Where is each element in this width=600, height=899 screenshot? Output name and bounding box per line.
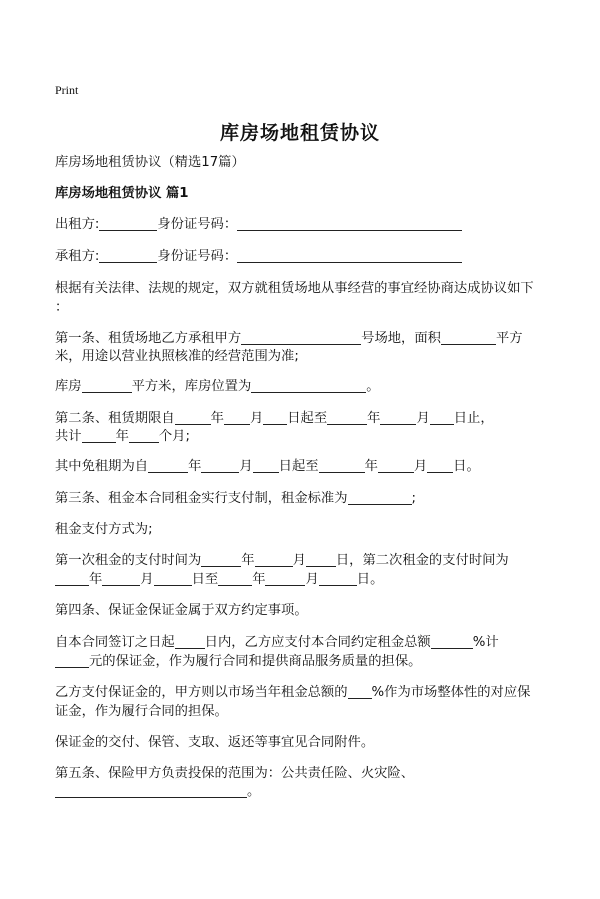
pay2-end-month-blank[interactable]	[265, 571, 305, 586]
article-2-line-2	[55, 426, 555, 448]
warehouse-line	[55, 376, 555, 398]
id-label: 身份证号码：	[157, 249, 238, 264]
art1-text-a: 第一条、租赁场地乙方承租甲方	[55, 331, 242, 346]
lessee-name-blank[interactable]	[99, 248, 157, 263]
start-month-blank[interactable]	[224, 410, 250, 425]
year-label: 年	[367, 411, 381, 426]
deposit3-line: 保证金的交付、保管、支取、返还等事宜见合同附件。	[55, 735, 375, 750]
article-3-line	[55, 488, 555, 510]
free-start-year-blank[interactable]	[148, 458, 188, 473]
warehouse-location-blank[interactable]	[251, 378, 366, 393]
warehouse-text-b: 平方米，库房位置为	[131, 379, 252, 394]
pay2-start-month-blank[interactable]	[102, 571, 140, 586]
lessee-line	[55, 246, 555, 268]
year-label: 年	[364, 459, 378, 474]
year-label: 年	[115, 429, 129, 444]
document-subtitle: 库房场地租赁协议（精选17篇）	[55, 155, 245, 170]
pay1-month-blank[interactable]	[255, 552, 293, 567]
total-label: 共计	[55, 429, 82, 444]
semicolon-mark: ;	[411, 491, 417, 506]
year-label: 年	[252, 572, 266, 587]
pay1-year-blank[interactable]	[201, 552, 241, 567]
day-from-label: 日起至	[278, 459, 319, 474]
start-day-blank[interactable]	[263, 410, 287, 425]
total-months-blank[interactable]	[129, 428, 159, 443]
free-period-line	[55, 456, 555, 478]
dep-text-c: %计	[472, 635, 499, 650]
warehouse-area-blank[interactable]	[82, 378, 132, 393]
article-5-line-2	[55, 781, 555, 803]
date-from-mark: 日至	[191, 572, 219, 587]
deposit-line-2	[55, 651, 555, 673]
section-heading: 库房场地租赁协议 篇1	[55, 186, 189, 201]
article-1-line-2: 米，用途以营业执照核准的经营范围为准;	[55, 349, 299, 364]
deposit-days-blank[interactable]	[175, 634, 205, 649]
article-5-line: 第五条、保险甲方负责投保的范围为：公共责任险、火灾险、	[55, 766, 415, 781]
end-month-blank[interactable]	[380, 410, 416, 425]
month-label: 月	[305, 572, 319, 587]
art1-text-b: 号场地，面积	[361, 331, 441, 346]
warehouse-text-a: 库房	[55, 379, 82, 394]
art3-text: 第三条、租金本合同租金实行支付制，租金标准为	[55, 491, 348, 506]
free-start-day-blank[interactable]	[253, 458, 279, 473]
final-mark: 。	[247, 784, 261, 799]
day-from-label: 日起至	[287, 411, 328, 426]
article-4-line: 第四条、保证金保证金属于双方约定事项。	[55, 603, 308, 618]
month-label: 月	[413, 459, 428, 474]
market-percent-blank[interactable]	[348, 684, 372, 699]
lessor-name-blank[interactable]	[99, 216, 157, 231]
lessor-label: 出租方:	[55, 217, 100, 232]
free-end-month-blank[interactable]	[378, 458, 414, 473]
pay2-start-day-blank[interactable]	[154, 571, 192, 586]
deposit-percent-blank[interactable]	[431, 634, 473, 649]
free-text-a: 其中免租期为自	[55, 459, 149, 474]
day-end-mark: 日。	[453, 459, 480, 474]
month-label: 月	[249, 411, 264, 426]
insurance-blank[interactable]	[55, 783, 247, 798]
lessee-id-blank[interactable]	[237, 248, 462, 263]
month-label: 月	[416, 411, 430, 426]
dep2-text-b: %作为市场整体性的对应保	[371, 685, 531, 700]
site-number-blank[interactable]	[241, 330, 361, 345]
id-label: 身份证号码：	[157, 217, 238, 232]
payment-method-line: 租金支付方式为;	[55, 522, 153, 537]
end-day-blank[interactable]	[430, 410, 454, 425]
free-start-month-blank[interactable]	[201, 458, 239, 473]
month-label: 月	[292, 553, 306, 568]
free-end-year-blank[interactable]	[319, 458, 365, 473]
pay1-day-blank[interactable]	[306, 552, 336, 567]
year-label: 年	[210, 411, 224, 426]
year-label: 年	[241, 553, 255, 568]
deposit2-line-2: 证金，作为履行合同的担保。	[55, 704, 228, 719]
pay2-end-year-blank[interactable]	[218, 571, 252, 586]
lessor-id-blank[interactable]	[237, 216, 462, 231]
day-end-label: 日止，	[453, 411, 494, 426]
dep-text-d: 元的保证金，作为履行合同和提供商品服务质量的担保。	[89, 654, 422, 669]
document-title: 库房场地租赁协议	[219, 122, 380, 144]
area-blank[interactable]	[441, 330, 496, 345]
payment-line-2	[55, 569, 555, 591]
deposit-amount-blank[interactable]	[55, 653, 89, 668]
end-year-blank[interactable]	[327, 410, 367, 425]
day-end-mark: 日。	[356, 572, 384, 587]
year-label: 年	[188, 459, 202, 474]
pay2-start-year-blank[interactable]	[55, 571, 89, 586]
month-label: 月	[239, 459, 253, 474]
year-label: 年	[89, 572, 103, 587]
dep2-text-a: 乙方支付保证金的，甲方则以市场当年租金总额的	[55, 685, 348, 700]
dep-text-a: 自本合同签订之日起	[55, 635, 175, 650]
months-label: 个月;	[158, 429, 190, 444]
rent-standard-blank[interactable]	[348, 490, 412, 505]
art2-text-a: 第二条、租赁期限自	[55, 411, 175, 426]
total-years-blank[interactable]	[82, 428, 116, 443]
lessee-label: 承租方:	[55, 249, 100, 264]
start-year-blank[interactable]	[175, 410, 211, 425]
period-mark: 。	[366, 379, 380, 394]
lessor-line	[55, 214, 555, 236]
art1-text-c: 平方	[495, 331, 523, 346]
free-end-day-blank[interactable]	[427, 458, 453, 473]
pay1-text-a: 第一次租金的支付时间为	[55, 553, 202, 568]
intro-line-1: 根据有关法律、法规的规定，双方就租赁场地从事经营的事宜经协商达成协议如下	[55, 281, 534, 296]
intro-line-2: ：	[55, 300, 69, 315]
month-label: 月	[140, 572, 154, 587]
pay2-end-day-blank[interactable]	[319, 571, 357, 586]
print-label: Print	[55, 83, 79, 97]
dep-text-b: 日内，乙方应支付本合同约定租金总额	[204, 635, 431, 650]
pay1-text-b: 日，第二次租金的支付时间为	[335, 553, 509, 568]
